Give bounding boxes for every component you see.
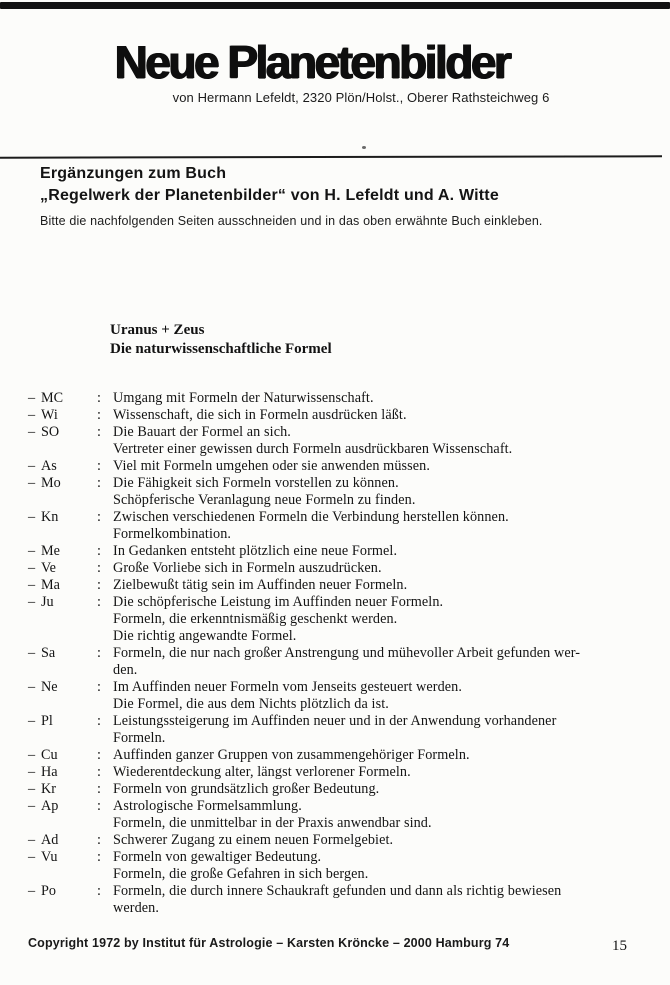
entry-description-line: Formeln von grundsätzlich großer Bedeutung. — [113, 781, 380, 797]
entry-colon: : — [97, 781, 101, 797]
supplement-heading: Ergänzungen zum Buch — [40, 165, 227, 182]
copyright-text: Copyright 1972 by Institut für Astrologie – Karsten Kröncke – 2000 Hamburg 74 — [28, 936, 510, 950]
entry-description — [113, 832, 656, 849]
entry-description — [113, 764, 656, 781]
entry-description-line: Große Vorliebe sich in Formeln auszudrücken. — [113, 560, 382, 576]
entry-description-line: Auffinden ganzer Gruppen von zusammengehöriger Formeln. — [113, 747, 470, 763]
entry-description-line: Viel mit Formeln umgehen oder sie anwenden müssen. — [113, 458, 430, 474]
entry-dash: – — [28, 713, 36, 729]
planet-abbreviation: Ve — [41, 560, 56, 576]
entry-description-line: Astrologische Formelsammlung. — [113, 798, 302, 814]
entry-colon: : — [97, 832, 101, 848]
entry-dash: – — [28, 475, 36, 491]
entry-colon: : — [97, 577, 101, 593]
section-heading — [110, 321, 332, 358]
formula-entry — [28, 407, 656, 424]
entry-dash: – — [28, 764, 36, 780]
entry-dash: – — [28, 645, 36, 661]
formula-entry — [28, 509, 656, 543]
entry-colon: : — [97, 407, 101, 423]
entry-description — [113, 747, 656, 764]
entry-description-line: Schöpferische Veranlagung neue Formeln zu finden. — [113, 492, 416, 508]
entry-dash: – — [28, 679, 36, 695]
formula-entry — [28, 560, 656, 577]
planet-abbreviation: Ma — [41, 577, 60, 593]
formula-entry — [28, 883, 656, 917]
entry-description-line: Formeln. — [113, 730, 166, 746]
formula-entry — [28, 849, 656, 883]
entry-description — [113, 424, 656, 458]
planet-abbreviation: Sa — [41, 645, 56, 661]
entry-dash: – — [28, 560, 36, 576]
entry-description — [113, 577, 656, 594]
planet-abbreviation: SO — [41, 424, 60, 440]
supplement-subheading: „Regelwerk der Planetenbilder“ von H. Lefeldt und A. Witte — [40, 187, 499, 204]
entry-dash: – — [28, 577, 36, 593]
entry-dash: – — [28, 798, 36, 814]
entry-description-line: Leistungssteigerung im Auffinden neuer und in der Anwendung vorhandener — [113, 713, 557, 729]
entry-description-line: Formeln, die nur nach großer Anstrengung und mühevoller Arbeit gefunden wer- — [113, 645, 581, 661]
top-rule — [0, 2, 670, 9]
formula-entry — [28, 679, 656, 713]
entry-colon: : — [97, 509, 101, 525]
entry-colon: : — [97, 679, 101, 695]
entry-dash: – — [28, 390, 36, 406]
entry-colon: : — [97, 764, 101, 780]
planet-abbreviation: Ap — [41, 798, 59, 814]
entry-description — [113, 594, 656, 645]
entry-description — [113, 679, 656, 713]
formula-entry — [28, 577, 656, 594]
formula-entry — [28, 798, 656, 832]
entry-description-line: Umgang mit Formeln der Naturwissenschaft. — [113, 390, 374, 406]
formula-list — [28, 390, 656, 917]
entry-description — [113, 509, 656, 543]
entry-dash: – — [28, 407, 36, 423]
formula-entry — [28, 645, 656, 679]
planet-abbreviation: Ne — [41, 679, 58, 695]
entry-colon: : — [97, 645, 101, 661]
formula-entry — [28, 458, 656, 475]
entry-description-line: Schwerer Zugang zu einem neuen Formelgebiet. — [113, 832, 394, 848]
formula-entry — [28, 764, 656, 781]
planet-abbreviation: Kn — [41, 509, 59, 525]
planet-abbreviation: Ad — [41, 832, 59, 848]
planet-abbreviation: Vu — [41, 849, 58, 865]
page-title: Neue Planetenbilder — [114, 36, 510, 88]
planet-abbreviation: Ju — [41, 594, 54, 610]
entry-description-line: In Gedanken entsteht plötzlich eine neue Formel. — [113, 543, 398, 559]
entry-description-line: Formeln, die durch innere Schaukraft gefunden und dann als richtig bewiesen — [113, 883, 562, 899]
entry-dash: – — [28, 781, 36, 797]
entry-description — [113, 560, 656, 577]
page-number: 15 — [612, 938, 627, 954]
entry-description-line: Formeln, die unmittelbar in der Praxis anwendbar sind. — [113, 815, 432, 831]
formula-entry — [28, 713, 656, 747]
entry-description-line: Die schöpferische Leistung im Auffinden neuer Formeln. — [113, 594, 444, 610]
section-title-line1: Uranus + Zeus — [110, 322, 205, 338]
entry-description-line: Zwischen verschiedenen Formeln die Verbindung herstellen können. — [113, 509, 509, 525]
planet-abbreviation: MC — [41, 390, 64, 406]
planet-abbreviation: Wi — [41, 407, 58, 423]
entry-description-line: werden. — [113, 900, 159, 916]
entry-description — [113, 798, 656, 832]
entry-dash: – — [28, 883, 36, 899]
entry-dash: – — [28, 747, 36, 763]
entry-description — [113, 543, 656, 560]
page-subtitle: von Hermann Lefeldt, 2320 Plön/Holst., Oberer Rathsteichweg 6 — [172, 90, 550, 105]
entry-colon: : — [97, 594, 101, 610]
entry-dash: – — [28, 832, 36, 848]
entry-description-line: Vertreter einer gewissen durch Formeln ausdrückbaren Wissenschaft. — [113, 441, 513, 457]
entry-description-line: den. — [113, 662, 138, 678]
planet-abbreviation: Kr — [41, 781, 56, 797]
entry-dash: – — [28, 458, 36, 474]
entry-dash: – — [28, 594, 36, 610]
entry-description-line: Zielbewußt tätig sein im Auffinden neuer Formeln. — [113, 577, 408, 593]
entry-description-line: Formelkombination. — [113, 526, 232, 542]
entry-description-line: Formeln, die große Gefahren in sich bergen. — [113, 866, 369, 882]
formula-entry — [28, 747, 656, 764]
section-title-line2: Die naturwissenschaftliche Formel — [110, 340, 332, 357]
planet-abbreviation: Po — [41, 883, 56, 899]
planet-abbreviation: Me — [41, 543, 60, 559]
entry-description — [113, 407, 656, 424]
divider-rule — [0, 155, 662, 158]
planet-abbreviation: Mo — [41, 475, 61, 491]
entry-description — [113, 883, 656, 917]
entry-description — [113, 390, 656, 407]
formula-entry — [28, 594, 656, 645]
entry-description — [113, 645, 656, 679]
entry-colon: : — [97, 475, 101, 491]
formula-entry — [28, 390, 656, 407]
entry-dash: – — [28, 509, 36, 525]
entry-colon: : — [97, 424, 101, 440]
entry-description — [113, 781, 656, 798]
planet-abbreviation: Pl — [41, 713, 53, 729]
instruction-text: Bitte die nachfolgenden Seiten ausschneiden und in das oben erwähnte Buch einkleben. — [40, 214, 543, 228]
entry-description-line: Formeln von gewaltiger Bedeutung. — [113, 849, 322, 865]
entry-dash: – — [28, 543, 36, 559]
entry-description-line: Die Formel, die aus dem Nichts plötzlich da ist. — [113, 696, 389, 712]
entry-colon: : — [97, 458, 101, 474]
entry-description-line: Die Fähigkeit sich Formeln vorstellen zu können. — [113, 475, 399, 491]
entry-dash: – — [28, 849, 36, 865]
formula-entry — [28, 781, 656, 798]
entry-colon: : — [97, 849, 101, 865]
entry-colon: : — [97, 798, 101, 814]
formula-entry — [28, 475, 656, 509]
entry-colon: : — [97, 883, 101, 899]
entry-colon: : — [97, 713, 101, 729]
entry-colon: : — [97, 747, 101, 763]
entry-description-line: Die richtig angewandte Formel. — [113, 628, 297, 644]
formula-entry — [28, 543, 656, 560]
entry-description — [113, 458, 656, 475]
supplement-note — [40, 163, 640, 229]
planet-abbreviation: As — [41, 458, 57, 474]
entry-colon: : — [97, 543, 101, 559]
entry-description-line: Formeln, die erkenntnismäßig geschenkt werden. — [113, 611, 398, 627]
planet-abbreviation: Ha — [41, 764, 58, 780]
entry-colon: : — [97, 390, 101, 406]
planet-abbreviation: Cu — [41, 747, 58, 763]
entry-description — [113, 713, 656, 747]
entry-description — [113, 475, 656, 509]
scan-artifact-dot — [362, 146, 366, 149]
entry-dash: – — [28, 424, 36, 440]
entry-description-line: Wissenschaft, die sich in Formeln ausdrücken läßt. — [113, 407, 407, 423]
entry-description-line: Im Auffinden neuer Formeln vom Jenseits gesteuert werden. — [113, 679, 463, 695]
entry-description — [113, 849, 656, 883]
formula-entry — [28, 424, 656, 458]
masthead — [0, 36, 670, 106]
entry-colon: : — [97, 560, 101, 576]
entry-description-line: Wiederentdeckung alter, längst verlorener Formeln. — [113, 764, 411, 780]
entry-description-line: Die Bauart der Formel an sich. — [113, 424, 291, 440]
formula-entry — [28, 832, 656, 849]
